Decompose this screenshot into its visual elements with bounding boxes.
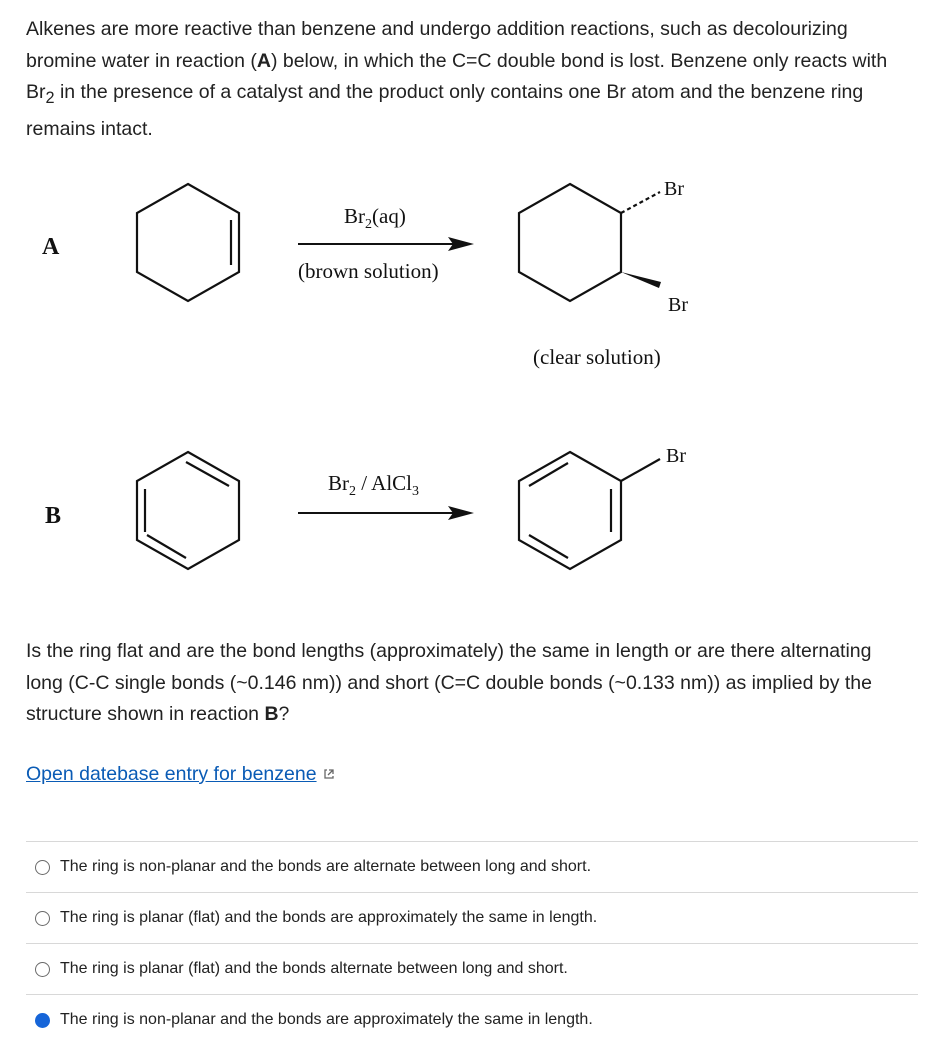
- external-link-icon: [323, 768, 335, 783]
- answer-option-4[interactable]: [26, 994, 918, 1045]
- benzene-structure: [137, 452, 239, 569]
- reaction-b-reagent: $Br_2$ / AlCl$_3$: [328, 471, 420, 499]
- product-br-bottom: Br: [668, 294, 688, 316]
- question-end: ?: [278, 703, 290, 725]
- radio-button-4[interactable]: [35, 1013, 50, 1028]
- reaction-a-product-note: (clear solution): [533, 345, 661, 369]
- question-bold-b: B: [264, 703, 279, 725]
- answer-option-2[interactable]: [26, 892, 918, 943]
- question-body: Is the ring flat and are the bond lengths (approximately) the same in length or are there alternating long (C-C single bonds (~0.146 nm)) and short (C=C double bonds (~0.133 nm)) as implied by the structure shown in reaction: [26, 640, 872, 725]
- answer-option-3[interactable]: [26, 943, 918, 994]
- answer-options: [26, 841, 918, 1045]
- radio-button-1[interactable]: [35, 860, 50, 875]
- reaction-a-label: A: [42, 234, 60, 260]
- question-text: [26, 636, 906, 731]
- answer-label-2: The ring is planar (flat) and the bonds are approximately the same in length.: [60, 909, 598, 926]
- intro-bold-a: A: [256, 49, 271, 72]
- dibromocyclohexane-structure: [519, 184, 661, 301]
- reaction-a-reagent: $Br_2(aq)$: [344, 204, 406, 232]
- database-link-label[interactable]: Open datebase entry for benzene: [26, 763, 317, 785]
- answer-label-1: The ring is non-planar and the bonds are alternate between long and short.: [60, 858, 592, 875]
- answer-label-3: The ring is planar (flat) and the bonds alternate between long and short.: [60, 960, 568, 977]
- reaction-b-label: B: [45, 503, 62, 529]
- intro-text-3: in the presence of a catalyst and the product only contains one Br atom and the benzene ring remains intact.: [26, 81, 864, 141]
- reaction-a-condition: (brown solution): [298, 259, 439, 283]
- product-br-top: Br: [664, 178, 684, 200]
- answer-option-1[interactable]: [26, 841, 918, 892]
- reaction-a-arrow: [298, 237, 474, 251]
- intro-paragraph: [26, 14, 906, 146]
- radio-button-2[interactable]: [35, 911, 50, 926]
- intro-text-1: Alkenes are more reactive than benzene and undergo addition reactions, such as decolourizing bromine water in reaction (: [26, 18, 848, 72]
- intro-text-2: ) below, in which the C=C double bond is lost. Benzene only reacts with Br: [26, 49, 888, 103]
- database-link[interactable]: [26, 763, 335, 786]
- reaction-scheme: [0, 160, 927, 630]
- answer-label-4: The ring is non-planar and the bonds are approximately the same in length.: [60, 1011, 593, 1028]
- bromobenzene-structure: [519, 452, 660, 569]
- reaction-b-arrow: [298, 506, 474, 520]
- radio-button-3[interactable]: [35, 962, 50, 977]
- product-b-br: Br: [666, 445, 686, 467]
- intro-subscript: 2: [45, 88, 55, 107]
- cyclohexene-structure: [137, 184, 239, 301]
